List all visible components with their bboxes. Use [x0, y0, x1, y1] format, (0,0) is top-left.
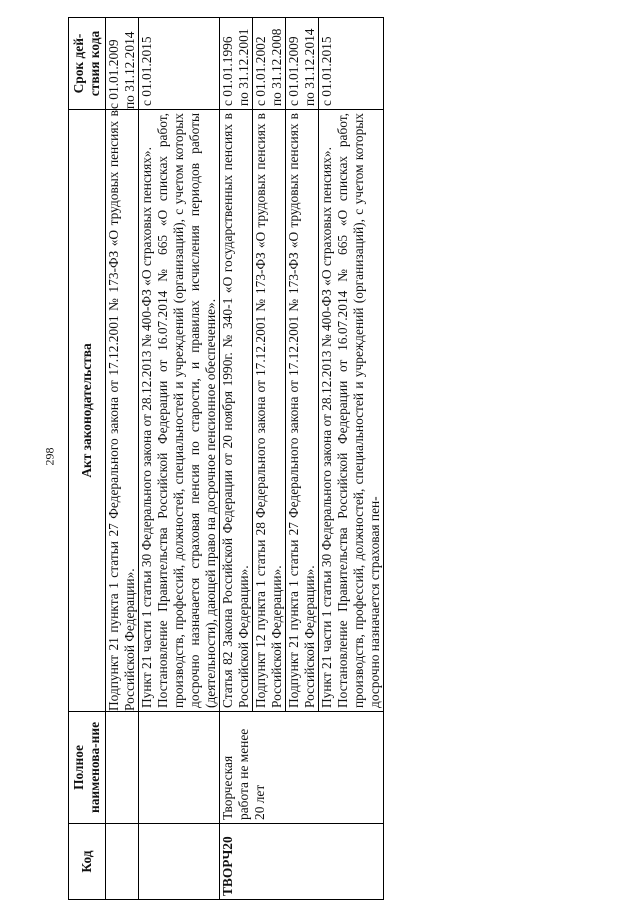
term-cell: [106, 18, 139, 110]
act-cell: [106, 110, 139, 712]
term-start: с 01.01.2009: [106, 39, 121, 109]
table-container: [68, 18, 636, 900]
act-cell: [253, 110, 286, 712]
legislation-table: [68, 17, 384, 900]
name-cell: Творческая работа не менее 20 лет: [220, 712, 384, 824]
table-row: [220, 18, 253, 900]
act-paragraph: Постановление Правительства Российской Федерации от 16.07.2014 № 665 «О списках работ, производств, профессий, должностей, специальностей и учреждений (организаций), с учетом которых досрочно назначается страховая пен-: [335, 113, 382, 708]
term-cell: [319, 18, 384, 110]
act-paragraph: Статья 82 Закона Российской Федерации от 20 ноября 1990г. № 340-1 «О государственных пенсиях в Российской Федерации».: [220, 113, 251, 708]
act-cell: [286, 110, 319, 712]
act-paragraph: Подпункт 21 пункта 1 статьи 27 Федерального закона от 17.12.2001 № 173-ФЗ «О трудовых пенсиях в Российской Федерации».: [106, 110, 137, 711]
term-end: по 31.12.2001: [236, 28, 251, 106]
header-act: Акт законодательства: [69, 110, 106, 712]
header-term: Срок дей-ствия кода: [69, 18, 106, 110]
act-paragraph: Пункт 21 части 1 статьи 30 Федерального закона от 28.12.2013 № 400-ФЗ «О страховых пенсиях».: [139, 147, 154, 708]
term-cell: [253, 18, 286, 110]
header-name: Полное наименова-ние: [69, 712, 106, 824]
name-cell-continued: [106, 712, 139, 824]
act-paragraph: Постановление Правительства Российской Федерации от 16.07.2014 № 665 «О списках работ, производств, профессий, должностей, специальностей и учреждений (организаций), с учетом которых досрочно назначается страховая пенсия по старости, и правилах исчисления периодов работы (деятельности), дающей право на досрочное пенсионное обеспечение».: [155, 113, 218, 708]
act-paragraph: Подпункт 21 пункта 1 статьи 27 Федерального закона от 17.12.2001 № 173-ФЗ «О трудовых пенсиях в Российской Федерации».: [286, 113, 317, 708]
header-row: [69, 18, 106, 900]
term-end: по 31.12.2008: [269, 28, 284, 106]
table-row-continued: [106, 18, 139, 900]
term-cell: [220, 18, 253, 110]
term-end: по 31.12.2014: [302, 28, 317, 106]
name-cell-continued: [139, 712, 220, 824]
term-start: с 01.01.2015: [139, 36, 154, 106]
act-paragraph: Подпункт 12 пункта 1 статьи 28 Федерального закона от 17.12.2001 № 173-ФЗ «О трудовых пенсиях в Российской Федерации».: [253, 113, 284, 708]
code-cell-continued: [106, 824, 139, 900]
header-code: Код: [69, 824, 106, 900]
term-start: с 01.01.2002: [253, 36, 268, 106]
act-cell: [319, 110, 384, 712]
term-start: с 01.01.2009: [286, 36, 301, 106]
code-cell: ТВОРЧ20: [220, 824, 384, 900]
term-start: с 01.01.1996: [220, 36, 235, 106]
act-cell: [139, 110, 220, 712]
rotated-page: [68, 18, 636, 900]
act-cell: [220, 110, 253, 712]
term-end: по 31.12.2014: [122, 31, 137, 109]
table-row: [139, 18, 220, 900]
page-number: 298: [42, 447, 57, 466]
code-cell-continued: [139, 824, 220, 900]
term-start: с 01.01.2015: [319, 36, 334, 106]
act-paragraph: Пункт 21 части 1 статьи 30 Федерального закона от 28.12.2013 № 400-ФЗ «О страховых пенсиях».: [319, 147, 334, 708]
term-cell: [139, 18, 220, 110]
term-cell: [286, 18, 319, 110]
